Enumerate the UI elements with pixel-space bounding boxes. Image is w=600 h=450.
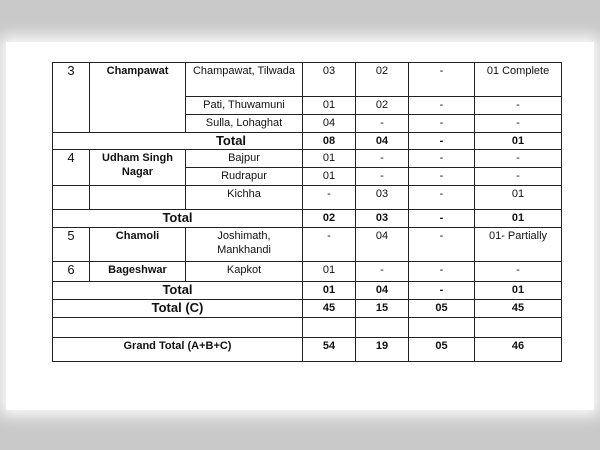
block-cell: Kichha bbox=[186, 186, 303, 210]
table-row bbox=[53, 63, 562, 97]
total-value: 01 bbox=[303, 282, 356, 300]
value-cell: 03 bbox=[303, 63, 356, 97]
total-value: 03 bbox=[356, 210, 409, 228]
value-cell: - bbox=[475, 115, 562, 133]
block-cell: Joshimath, Mankhandi bbox=[186, 228, 303, 262]
empty-cell bbox=[356, 318, 409, 338]
block-cell: Bajpur bbox=[186, 150, 303, 168]
grand-total-value: 19 bbox=[356, 338, 409, 362]
value-cell: - bbox=[356, 262, 409, 282]
value-cell: 03 bbox=[356, 186, 409, 210]
total-c-value: 45 bbox=[475, 300, 562, 318]
value-cell: - bbox=[475, 97, 562, 115]
value-cell: 01 bbox=[303, 262, 356, 282]
block-cell: Sulla, Lohaghat bbox=[186, 115, 303, 133]
total-value: - bbox=[409, 282, 475, 300]
value-cell: - bbox=[356, 115, 409, 133]
table-row bbox=[53, 186, 562, 210]
grand-total-value: 54 bbox=[303, 338, 356, 362]
grand-total-value: 46 bbox=[475, 338, 562, 362]
block-cell: Pati, Thuwamuni bbox=[186, 97, 303, 115]
total-value: - bbox=[409, 133, 475, 150]
value-cell: - bbox=[356, 168, 409, 186]
spacer-row bbox=[53, 318, 562, 338]
value-cell: - bbox=[303, 186, 356, 210]
value-cell: - bbox=[409, 63, 475, 97]
value-cell: - bbox=[356, 150, 409, 168]
value-cell: 01 bbox=[303, 97, 356, 115]
empty-cell bbox=[53, 318, 303, 338]
empty-cell bbox=[409, 318, 475, 338]
total-row bbox=[53, 133, 562, 150]
value-cell: - bbox=[475, 150, 562, 168]
value-cell: - bbox=[409, 97, 475, 115]
total-value: 04 bbox=[356, 133, 409, 150]
total-row bbox=[53, 282, 562, 300]
value-cell: - bbox=[409, 150, 475, 168]
total-value: - bbox=[409, 210, 475, 228]
total-value: 01 bbox=[475, 133, 562, 150]
value-cell: 04 bbox=[356, 228, 409, 262]
value-cell: 04 bbox=[303, 115, 356, 133]
value-cell: - bbox=[409, 186, 475, 210]
document-page bbox=[6, 42, 594, 410]
sn-cell: 5 bbox=[53, 228, 90, 262]
district-table bbox=[52, 62, 562, 362]
value-cell: - bbox=[409, 262, 475, 282]
total-row bbox=[53, 210, 562, 228]
value-cell: 01 bbox=[303, 150, 356, 168]
total-c-value: 45 bbox=[303, 300, 356, 318]
total-c-value: 15 bbox=[356, 300, 409, 318]
total-label: Total bbox=[53, 282, 303, 300]
table-row bbox=[53, 228, 562, 262]
sn-cell: 3 bbox=[53, 63, 90, 133]
value-cell: - bbox=[475, 262, 562, 282]
value-cell: 01 Complete bbox=[475, 63, 562, 97]
district-cell: Bageshwar bbox=[90, 262, 186, 282]
total-row bbox=[53, 300, 562, 318]
empty-cell bbox=[90, 186, 186, 210]
total-value: 01 bbox=[475, 282, 562, 300]
value-cell: 01 bbox=[475, 186, 562, 210]
district-cell: Chamoli bbox=[90, 228, 186, 262]
total-c-label: Total (C) bbox=[53, 300, 303, 318]
value-cell: - bbox=[409, 168, 475, 186]
value-cell: - bbox=[409, 115, 475, 133]
value-cell: - bbox=[303, 228, 356, 262]
table-row bbox=[53, 150, 562, 168]
empty-cell bbox=[475, 318, 562, 338]
sn-cell: 6 bbox=[53, 262, 90, 282]
value-cell: - bbox=[409, 228, 475, 262]
sn-cell: 4 bbox=[53, 150, 90, 186]
total-value: 02 bbox=[303, 210, 356, 228]
total-value: 01 bbox=[475, 210, 562, 228]
value-cell: 01 bbox=[303, 168, 356, 186]
empty-cell bbox=[53, 186, 90, 210]
total-value: 08 bbox=[303, 133, 356, 150]
block-cell: Rudrapur bbox=[186, 168, 303, 186]
empty-cell bbox=[303, 318, 356, 338]
value-cell: 02 bbox=[356, 97, 409, 115]
total-c-value: 05 bbox=[409, 300, 475, 318]
district-cell: Champawat bbox=[90, 63, 186, 133]
district-cell: Udham Singh Nagar bbox=[90, 150, 186, 186]
total-label: Total bbox=[53, 133, 303, 150]
value-cell: 01- Partially bbox=[475, 228, 562, 262]
total-label: Total bbox=[53, 210, 303, 228]
block-cell: Champawat, Tilwada bbox=[186, 63, 303, 97]
value-cell: - bbox=[475, 168, 562, 186]
block-cell: Kapkot bbox=[186, 262, 303, 282]
total-value: 04 bbox=[356, 282, 409, 300]
value-cell: 02 bbox=[356, 63, 409, 97]
grand-total-label: Grand Total (A+B+C) bbox=[53, 338, 303, 362]
grand-total-row bbox=[53, 338, 562, 362]
table-row bbox=[53, 262, 562, 282]
grand-total-value: 05 bbox=[409, 338, 475, 362]
